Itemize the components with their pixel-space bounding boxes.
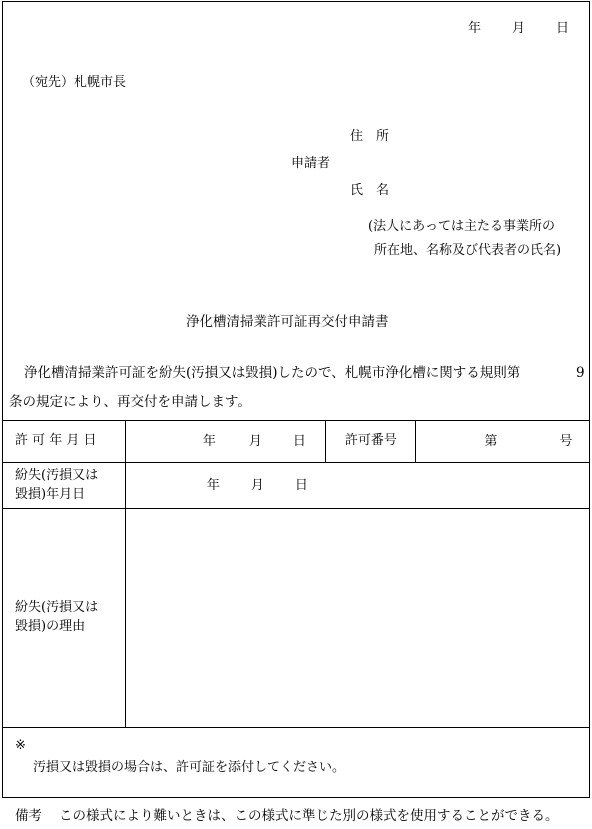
permit-date-field[interactable] (125, 421, 326, 463)
address-label: 住 所 (350, 129, 390, 144)
remarks-label: 備考 (15, 808, 42, 824)
name-label: 氏 名 (350, 183, 390, 198)
loss-date-label-line1: 紛失(汚損又は (15, 467, 99, 483)
permit-number-suffix: 号 (559, 433, 573, 449)
reason-row (3, 509, 590, 728)
loss-date-day: 日 (294, 477, 308, 493)
reason-label (3, 509, 126, 728)
permit-number-field[interactable] (416, 421, 590, 463)
corp-note-line1: (法人にあっては主たる事業所の (368, 219, 555, 234)
remarks-text: この様式により難いときは、この様式に準じた別の様式を使用することができる。 (59, 808, 559, 824)
permit-date-year: 年 (202, 433, 216, 449)
date-year-label: 年 (468, 21, 482, 36)
permit-number-prefix: 第 (484, 433, 498, 449)
loss-date-label-line2: 毀損)年月日 (15, 486, 86, 502)
reason-label-line1: 紛失(汚損又は (15, 600, 99, 616)
permit-date-label: 許 可 年 月 日 (3, 421, 126, 463)
permit-date-day: 日 (292, 433, 306, 449)
body-line-1: 浄化槽清掃業許可証を紛失(汚損又は毀損)したので、札幌市浄化槽に関する規則第 (24, 365, 521, 381)
body-line-2: 条の規定により、再交付を申請します。 (9, 394, 251, 410)
note-text: 汚損又は毀損の場合は、許可証を添付してください。 (33, 759, 346, 775)
permit-date-month: 月 (248, 433, 262, 449)
permit-number-label: 許可番号 (326, 421, 416, 463)
loss-date-row (3, 463, 590, 509)
note-row (3, 728, 590, 798)
loss-date-label (3, 463, 126, 509)
permit-row (3, 421, 590, 463)
form-table (2, 420, 590, 798)
note-mark: ※ (15, 738, 26, 753)
body-line-1-article-number: 9 (576, 365, 585, 381)
loss-date-field[interactable] (125, 463, 589, 509)
note-cell (3, 728, 590, 798)
addressee: （宛先）札幌市長 (22, 75, 127, 90)
loss-date-month: 月 (250, 477, 264, 493)
loss-date-year: 年 (206, 477, 220, 493)
date-day-label: 日 (556, 21, 570, 36)
date-month-label: 月 (512, 21, 526, 36)
reason-label-line2: 毀損)の理由 (15, 619, 86, 634)
reason-field[interactable] (125, 509, 589, 728)
form-title: 浄化槽清掃業許可証再交付申請書 (186, 314, 389, 330)
applicant-label: 申請者 (291, 156, 331, 171)
corp-note-line2: 所在地、名称及び代表者の氏名) (374, 243, 562, 258)
